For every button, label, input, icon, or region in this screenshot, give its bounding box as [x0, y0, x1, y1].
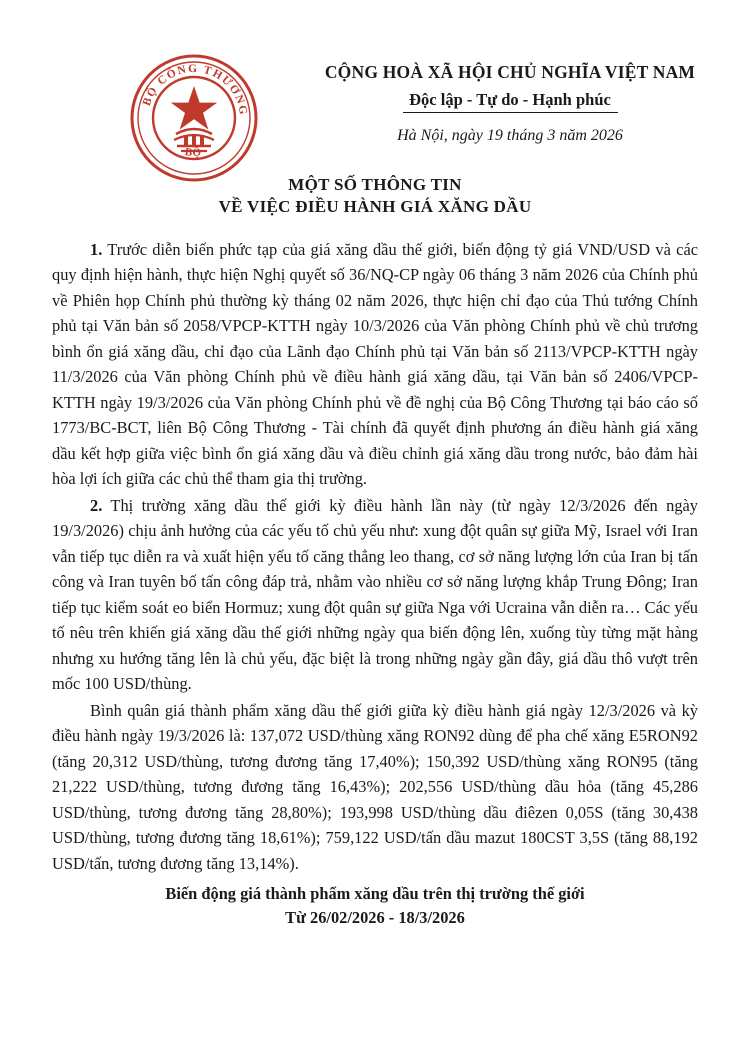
title-line-1: MỘT SỐ THÔNG TIN	[288, 175, 462, 194]
paragraph-1-text: Trước diễn biến phức tạp của giá xăng dầu thế giới, biến động tỷ giá VND/USD và các quy định hiện hành, thực hiện Nghị quyết số 36/NQ-CP ngày 06 tháng 3 năm 2026 của Chính phủ về Phiên họp Chính phủ thường kỳ tháng 02 năm 2026, thực hiện chỉ đạo của Thủ tướng Chính phủ tại Văn bản số 2058/VPCP-KTTH ngày 10/3/2026 của Văn phòng Chính phủ về chủ trương bình ổn giá xăng dầu, chỉ đạo của Lãnh đạo Chính phủ tại Văn bản số 2113/VPCP-KTTH ngày 11/3/2026 của Văn phòng Chính phủ về điều hành giá xăng dầu, tại Văn bản số 2406/VPCP-KTTH ngày 19/3/2026 của Văn phòng Chính phủ về đề nghị của Bộ Công Thương tại báo cáo số 1773/BC-BCT, liên Bộ Công Thương - Tài chính đã quyết định phương án điều hành giá xăng dầu kết hợp giữa việc bình ổn giá xăng dầu và điều chỉnh giá xăng dầu trong nước, bảo đảm hài hòa lợi ích giữa các chủ thể tham gia thị trường.	[52, 239, 698, 489]
motto-underline	[403, 112, 618, 113]
national-motto-text: Độc lập - Tự do - Hạnh phúc	[409, 90, 611, 109]
paragraph-2-number: 2.	[90, 495, 103, 515]
ministry-seal-icon	[128, 52, 260, 184]
paragraph-2	[52, 493, 698, 697]
document-body	[52, 237, 698, 877]
closing-line-2: Từ 26/02/2026 - 18/3/2026	[285, 908, 465, 928]
country-name: CỘNG HOÀ XÃ HỘI CHỦ NGHĨA VIỆT NAM	[324, 62, 696, 82]
national-heading	[300, 62, 720, 113]
national-motto	[403, 90, 618, 113]
place-and-date: Hà Nội, ngày 19 tháng 3 năm 2026	[397, 127, 623, 144]
title-line-2: VỀ VIỆC ĐIỀU HÀNH GIÁ XĂNG DẦU	[218, 197, 532, 217]
paragraph-1-number: 1.	[90, 239, 103, 259]
svg-text:BỘ CÔNG THƯƠNG: BỘ CÔNG THƯƠNG	[140, 62, 250, 117]
paragraph-1	[52, 237, 698, 492]
closing-caption	[52, 882, 698, 930]
document-header	[0, 0, 750, 170]
paragraph-3-text: Bình quân giá thành phẩm xăng dầu thế giới giữa kỳ điều hành giá ngày 12/3/2026 và kỳ điều hành ngày 19/3/2026 là: 137,072 USD/thùng xăng RON92 dùng để pha chế xăng E5RON92 (tăng 20,312 USD/thùng, tương đương tăng 17,40%); 150,392 USD/thùng xăng RON95 (tăng 21,222 USD/thùng, tương đương tăng 16,43%); 202,556 USD/thùng dầu hỏa (tăng 45,286 USD/thùng, tương đương tăng 28,80%); 193,998 USD/thùng dầu điêzen 0,05S (tăng 30,438 USD/thùng, tương đương tăng 18,61%); 759,122 USD/tấn dầu mazut 180CST 3,5S (tăng 88,192 USD/tấn, tương đương tăng 13,14%).	[52, 700, 698, 873]
paragraph-2-text: Thị trường xăng dầu thế giới kỳ điều hành lần này (từ ngày 12/3/2026 đến ngày 19/3/2026) chịu ảnh hưởng của các yếu tố chủ yếu như: xung đột quân sự giữa Mỹ, Israel với Iran vẫn tiếp tục diễn ra và xuất hiện yếu tố căng thẳng leo thang, cơ sở năng lượng lớn của Iran bị tấn công và Iran tuyên bố tấn công đáp trả, nhằm vào nhiều cơ sở năng lượng khắp Trung Đông; Iran tiếp tục kiểm soát eo biển Hormuz; xung đột quân sự giữa Nga với Ucraina vẫn diễn ra… Các yếu tố nêu trên khiến giá xăng dầu thế giới những ngày qua biến động lên, xuống tùy từng mặt hàng nhưng xu hướng tăng lên là chủ yếu, đặc biệt là trong những ngày gần đây, giá dầu thô vượt trên mốc 100 USD/thùng.	[52, 495, 698, 694]
closing-line-1: Biến động giá thành phẩm xăng dầu trên thị trường thế giới	[165, 884, 585, 904]
page-title	[0, 174, 750, 219]
paragraph-3	[52, 698, 698, 877]
svg-text:BỘ: BỘ	[184, 146, 203, 160]
